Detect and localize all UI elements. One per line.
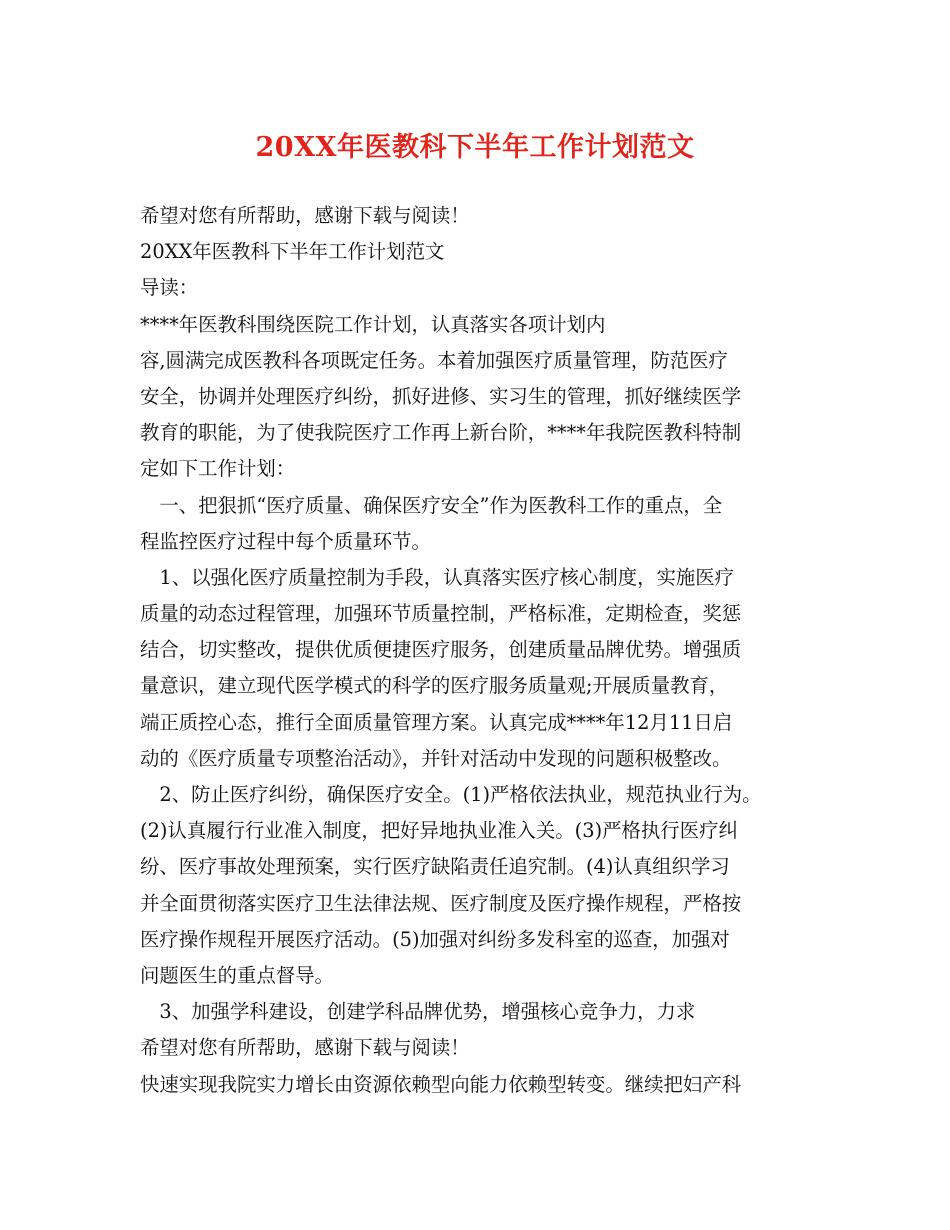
- text-line: 结合，切实整改，提供优质便捷医疗服务，创建质量品牌优势。增强质: [140, 638, 742, 662]
- text-line: 问题医生的重点督导。: [140, 963, 334, 987]
- document-body: [140, 198, 830, 1103]
- text-line: 医疗操作规程开展医疗活动。(5)加强对纠纷多发科室的巡查，加强对: [140, 927, 730, 951]
- text-line: 教育的职能，为了使我院医疗工作再上新台阶，****年我院医教科特制: [140, 421, 742, 445]
- text-line: 质量的动态过程管理，加强环节质量控制，严格标准，定期检查，奖惩: [140, 602, 742, 626]
- text-line: 量意识，建立现代医学模式的科学的医疗服务质量观;开展质量教育，: [140, 674, 729, 698]
- text-line: 定如下工作计划：: [140, 457, 296, 481]
- text-line: 快速实现我院实力增长由资源依赖型向能力依赖型转变。继续把妇产科: [140, 1072, 742, 1096]
- text-line: 2、防止医疗纠纷，确保医疗安全。(1)严格依法执业，规范执业行为。: [140, 783, 762, 806]
- text-line: 纷、医疗事故处理预案，实行医疗缺陷责任追究制。(4)认真组织学习: [140, 855, 730, 879]
- document-title: 20XX年医教科下半年工作计划范文: [255, 132, 695, 163]
- text-line: 安全，协调并处理医疗纠纷，抓好进修、实习生的管理，抓好继续医学: [140, 384, 742, 408]
- text-line: ****年医教科围绕医院工作计划，认真落实各项计划内: [140, 312, 606, 336]
- text-line: 端正质控心态，推行全面质量管理方案。认真完成****年12月11日启: [140, 710, 733, 734]
- text-line: 希望对您有所帮助，感谢下载与阅读！: [140, 1036, 470, 1060]
- text-line: 3、加强学科建设，创建学科品牌优势，增强核心竞争力，力求: [140, 1000, 696, 1024]
- text-line: 一、把狠抓“医疗质量、确保医疗安全”作为医教科工作的重点，全: [140, 493, 723, 517]
- text-line: 导读：: [140, 276, 199, 300]
- text-line: 20XX年医教科下半年工作计划范文: [140, 240, 445, 264]
- text-line: 希望对您有所帮助，感谢下载与阅读！: [140, 204, 470, 227]
- text-line: (2)认真履行行业准入制度，把好异地执业准入关。(3)严格执行医疗纠: [140, 819, 738, 843]
- text-line: 1、以强化医疗质量控制为手段，认真落实医疗核心制度，实施医疗: [140, 565, 735, 589]
- text-line: 程监控医疗过程中每个质量环节。: [140, 529, 431, 553]
- text-line: 动的《医疗质量专项整治活动》，并针对活动中发现的问题积极整改。: [140, 746, 732, 770]
- text-line: 容,圆满完成医教科各项既定任务。本着加强医疗质量管理，防范医疗: [140, 348, 728, 372]
- text-line: 并全面贯彻落实医疗卫生法律法规、医疗制度及医疗操作规程，严格按: [140, 891, 742, 915]
